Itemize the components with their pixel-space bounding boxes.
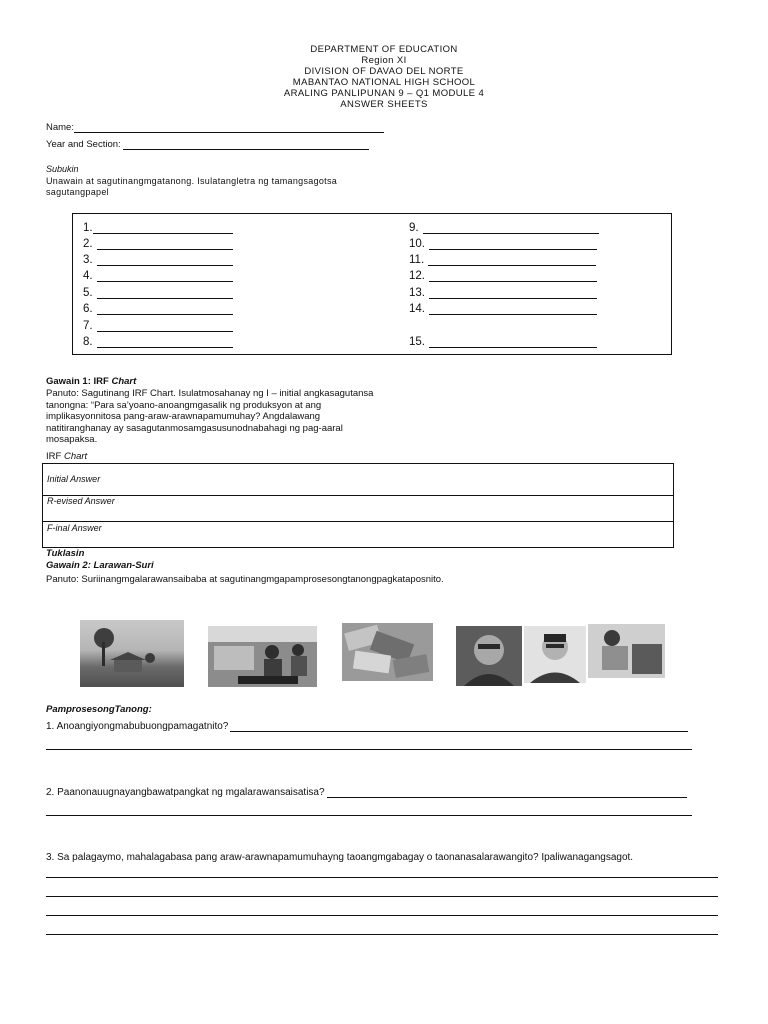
answer-item-3[interactable]: 3. — [83, 252, 233, 266]
questions-title: PamprosesongTanong: — [46, 704, 152, 715]
answer-item-8[interactable]: 8. — [83, 334, 233, 348]
answer-item-5[interactable]: 5. — [83, 285, 233, 299]
name-label: Name: — [46, 122, 74, 133]
answer-item-1[interactable]: 1. — [83, 220, 233, 234]
answer-line-q2[interactable] — [46, 814, 692, 816]
header-region: Region XI — [361, 55, 407, 66]
header-school: MABANTAO NATIONAL HIGH SCHOOL — [292, 77, 476, 88]
name-line — [74, 122, 384, 133]
gawain1-title: Gawain 1: IRF Chart — [46, 376, 137, 387]
money-photo — [342, 623, 433, 681]
answer-item-7[interactable]: 7. — [83, 318, 233, 332]
answer-item-13[interactable]: 13. — [409, 285, 597, 299]
answer-item-12[interactable]: 12. — [409, 268, 597, 282]
answer-item-15[interactable]: 15. — [409, 334, 597, 348]
rural-land-photo — [80, 620, 184, 687]
header-answer-sheets: ANSWER SHEETS — [340, 99, 428, 110]
person-photo-1 — [456, 626, 522, 686]
person-photo-3 — [588, 624, 665, 678]
answer-line-q1[interactable] — [46, 748, 692, 750]
subukin-instruction: Unawain at sagutinangmgatanong. Isulatangletra ng tamangsagotsa sagutangpapel — [46, 176, 338, 197]
section-line — [123, 139, 369, 150]
question-1[interactable]: 1. Anoangiyongmabubuongpamagatnito? — [46, 718, 688, 732]
answer-box — [72, 213, 672, 355]
name-field[interactable] — [46, 122, 384, 133]
answer-item-14[interactable]: 14. — [409, 301, 597, 315]
section-field[interactable] — [46, 139, 369, 150]
factory-workers-photo — [208, 626, 317, 687]
answer-item-11[interactable]: 11. — [409, 252, 596, 266]
irf-chart-table — [42, 463, 674, 548]
question-3: 3. Sa palagaymo, mahalagabasa pang araw-arawnapamumuhayng taoangmgabagay o taonanasalarawangito? Ipaliwanagangsagot. — [46, 852, 634, 863]
question-2[interactable]: 2. Paanonauugnayangbawatpangkat ng mgalarawansaisatisa? — [46, 784, 687, 798]
answer-item-9[interactable]: 9. — [409, 220, 599, 234]
answer-line-q3-3[interactable] — [46, 914, 718, 916]
person-photo-2 — [524, 626, 586, 683]
header-department: DEPARTMENT OF EDUCATION — [310, 44, 458, 55]
irf-row-initial[interactable]: Initial Answer — [47, 474, 101, 484]
section-label: Year and Section: — [46, 139, 121, 150]
gawain1-panuto: Panuto: Sagutinang IRF Chart. Isulatmosahanay ng I – initial angkasagutansa tanongna: “Para sa’yoano-anoangmgasalik ng produksyon at ang implikasyonnitosa pang-araw-arawnapamumuhay? Angdalawang natitiranghanay ay sasagutanmosamgasusunodnabahagi ng pag-aaral mosapaksa. — [46, 388, 374, 445]
answer-line-q3-4[interactable] — [46, 933, 718, 935]
irf-row-revised[interactable]: R-evised Answer — [43, 495, 673, 522]
answer-line-q3-1[interactable] — [46, 876, 718, 878]
header-division: DIVISION OF DAVAO DEL NORTE — [304, 66, 464, 77]
irf-row-final[interactable]: F-inal Answer — [43, 521, 673, 548]
answer-item-4[interactable]: 4. — [83, 268, 233, 282]
tuklasin-title: Tuklasin — [46, 548, 85, 559]
irf-chart-label: IRF Chart — [46, 451, 88, 462]
answer-item-6[interactable]: 6. — [83, 301, 233, 315]
answer-item-2[interactable]: 2. — [83, 236, 233, 250]
subukin-title: Subukin — [46, 164, 79, 174]
answer-item-10[interactable]: 10. — [409, 236, 597, 250]
answer-line-q3-2[interactable] — [46, 895, 718, 897]
header-subject: ARALING PANLIPUNAN 9 – Q1 MODULE 4 — [283, 88, 485, 99]
gawain2-title: Gawain 2: Larawan-Suri — [46, 560, 154, 571]
gawain2-panuto: Panuto: Suriinangmgalarawansaibaba at sagutinangmgapamprosesongtanongpagkataposnito. — [46, 574, 444, 585]
